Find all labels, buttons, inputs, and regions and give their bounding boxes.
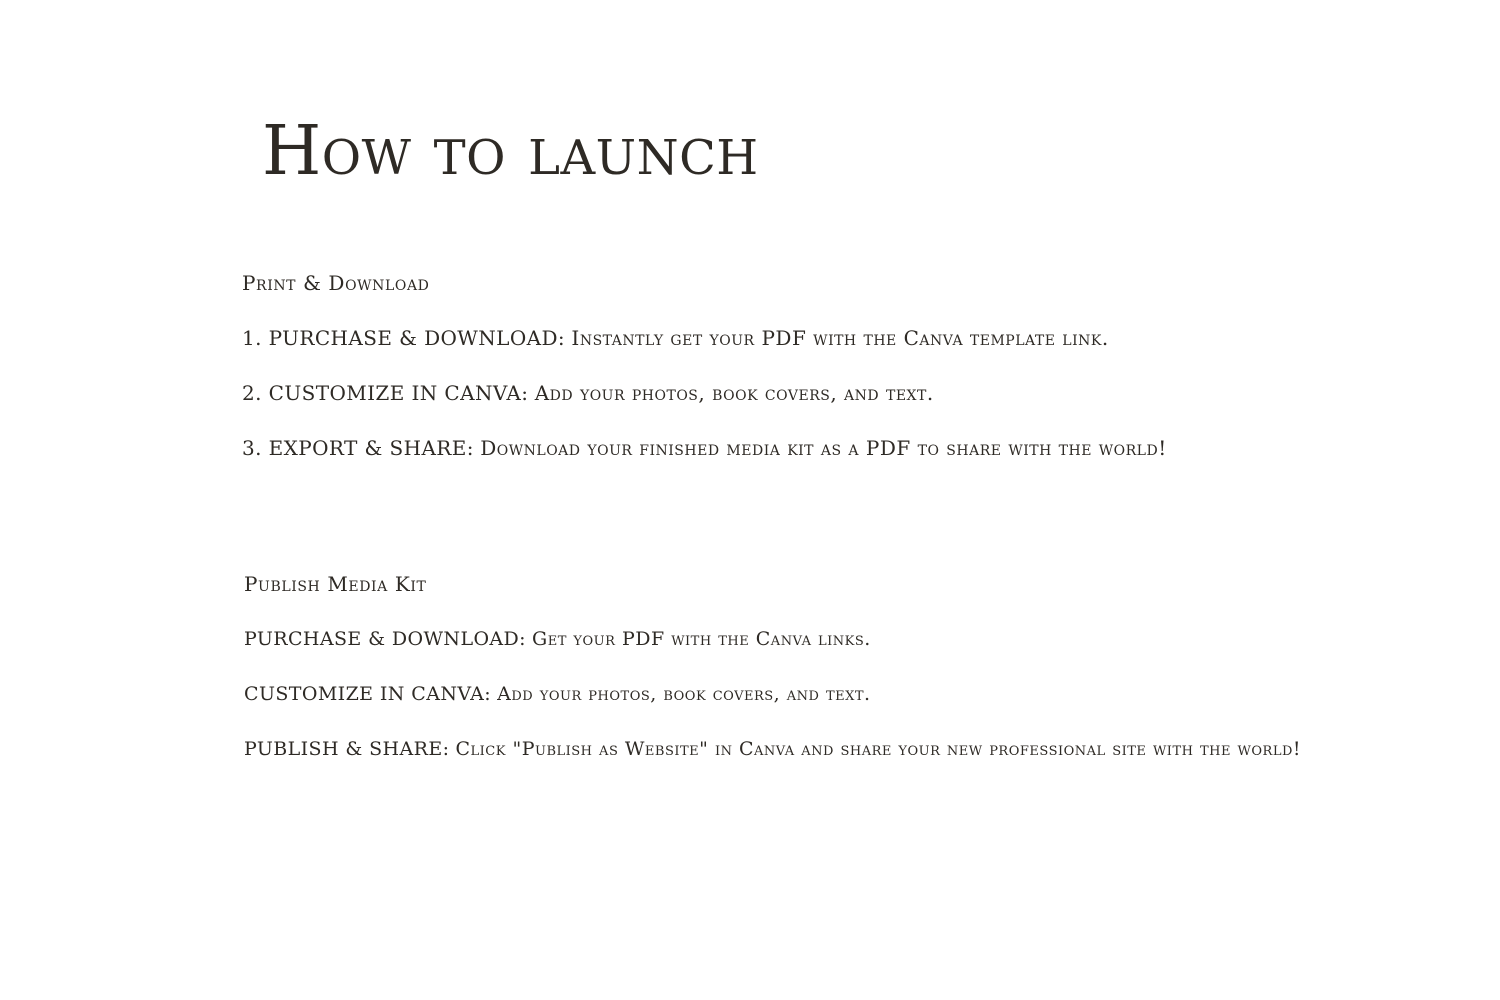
step-description: Get your PDF with the Canva links.	[532, 628, 871, 650]
print-download-steps	[242, 323, 1492, 463]
section-heading-print-download: Print & Download	[242, 271, 430, 295]
print-download-section	[242, 268, 1492, 488]
step-item	[242, 323, 1492, 353]
step-description: Add your photos, book covers, and text.	[534, 381, 934, 405]
step-description: Click "Publish as Website" in Canva and share your new professional site with the world!	[455, 738, 1302, 760]
step-label: 1. PURCHASE & DOWNLOAD:	[242, 326, 566, 350]
publish-media-kit-steps	[244, 624, 1494, 764]
step-item	[244, 734, 1494, 764]
publish-media-kit-section	[244, 569, 1494, 789]
step-description: Download your finished media kit as a PDF to share with the world!	[480, 436, 1167, 460]
page-title: How to launch	[262, 112, 759, 191]
step-item	[244, 679, 1494, 709]
step-item	[244, 624, 1494, 654]
step-label: CUSTOMIZE IN CANVA:	[244, 683, 492, 705]
step-item	[242, 433, 1492, 463]
step-label: PUBLISH & SHARE:	[244, 738, 450, 760]
section-heading-publish-media-kit: Publish Media Kit	[244, 572, 427, 596]
step-label: 2. CUSTOMIZE IN CANVA:	[242, 381, 529, 405]
step-description: Instantly get your PDF with the Canva template link.	[571, 326, 1109, 350]
step-label: 3. EXPORT & SHARE:	[242, 436, 474, 460]
step-description: Add your photos, book covers, and text.	[497, 683, 871, 705]
step-item	[242, 378, 1492, 408]
step-label: PURCHASE & DOWNLOAD:	[244, 628, 526, 650]
